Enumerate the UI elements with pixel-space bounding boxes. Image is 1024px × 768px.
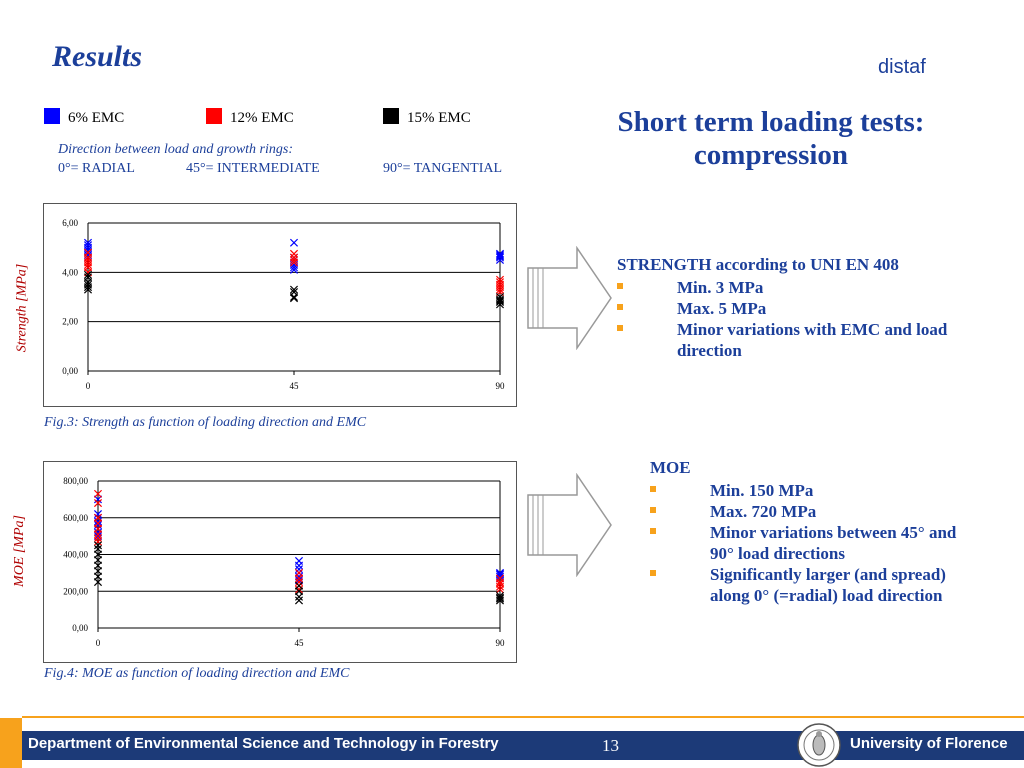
direction-radial: 0°= RADIAL [58, 161, 135, 176]
y-tick-label: 400,00 [63, 549, 88, 560]
footer-department: Department of Environmental Science and Technology in Forestry [28, 735, 499, 752]
y-tick-label: 0,00 [62, 366, 78, 376]
strength-chart-frame [43, 203, 517, 407]
fig3-caption: Fig.3: Strength as function of loading direction and EMC [44, 415, 367, 430]
data-point [290, 239, 297, 246]
list-item-text: Max. 720 MPa [710, 502, 817, 521]
y-tick-label: 0,00 [72, 623, 88, 633]
direction-title: Direction between load and growth rings: [58, 142, 293, 157]
y-tick-label: 800,00 [63, 476, 88, 486]
data-point [290, 295, 297, 302]
x-tick-label: 0 [95, 638, 101, 648]
bullet-icon [650, 570, 656, 576]
strength-axis-label: Strength [MPa] [14, 263, 30, 353]
legend-label: 12% EMC [230, 110, 294, 126]
legend-label: 15% EMC [407, 110, 471, 126]
legend-label: 6% EMC [68, 110, 125, 126]
list-item-text: Min. 150 MPa [710, 481, 814, 500]
x-tick-label: 90 [495, 638, 505, 648]
bullet-icon [617, 283, 623, 289]
legend-item-6-emc [44, 108, 124, 127]
legend-swatch-red [206, 108, 222, 124]
list-item [617, 277, 987, 298]
list-item [650, 480, 980, 501]
legend-swatch-black [383, 108, 399, 124]
list-item-text: Min. 3 MPa [677, 278, 764, 297]
brand-label: distaf [878, 56, 926, 78]
arrow-right-icon [525, 246, 615, 350]
x-tick-label: 45 [289, 381, 299, 391]
strength-notes [617, 254, 987, 361]
y-tick-label: 2,00 [62, 316, 78, 327]
y-tick-label: 4,00 [62, 267, 78, 278]
moe-chart [44, 462, 516, 662]
data-point [290, 293, 297, 300]
strength-chart [44, 204, 516, 406]
list-item-text: Minor variations between 45° and 90° load directions [710, 523, 957, 563]
legend-swatch-blue [44, 108, 60, 124]
list-item-text: Max. 5 MPa [677, 299, 767, 318]
list-item [650, 564, 960, 606]
moe-notes-heading: MOE [650, 458, 691, 477]
footer-university: University of Florence [850, 735, 1008, 752]
bullet-icon [617, 325, 623, 331]
moe-axis-label: MOE [MPa] [11, 515, 27, 587]
y-tick-label: 200,00 [63, 586, 88, 597]
list-item [617, 319, 977, 361]
data-point [295, 566, 302, 573]
direction-intermediate: 45°= INTERMEDIATE [186, 161, 320, 176]
list-item-text: Minor variations with EMC and load direction [677, 320, 948, 360]
strength-notes-heading: STRENGTH according to UNI EN 408 [617, 255, 899, 274]
data-point [295, 597, 302, 604]
slide-title: Results [52, 40, 143, 73]
direction-tangential: 90°= TANGENTIAL [383, 161, 503, 176]
list-item [650, 522, 970, 564]
list-item [617, 298, 987, 319]
bullet-icon [650, 528, 656, 534]
arrow-right-icon [525, 473, 615, 577]
footer-accent [0, 718, 22, 768]
moe-chart-frame [43, 461, 517, 663]
x-tick-label: 0 [85, 381, 91, 391]
x-tick-label: 45 [294, 638, 304, 648]
data-point [295, 593, 302, 600]
y-tick-label: 6,00 [62, 218, 78, 228]
x-tick-label: 90 [495, 381, 505, 391]
y-tick-label: 600,00 [63, 512, 88, 523]
section-heading: Short term loading tests: compression [617, 106, 925, 171]
fig4-caption: Fig.4: MOE as function of loading direction and EMC [44, 666, 350, 681]
list-item-text: Significantly larger (and spread) along 0° (=radial) load direction [710, 565, 946, 605]
bullet-icon [617, 304, 623, 310]
moe-notes [650, 457, 980, 606]
legend-item-15-emc [383, 108, 471, 127]
list-item [650, 501, 980, 522]
page-number: 13 [602, 736, 619, 755]
university-seal-icon [795, 722, 843, 768]
legend-item-12-emc [206, 108, 294, 127]
bullet-icon [650, 507, 656, 513]
footer-divider [22, 716, 1024, 718]
data-point [295, 562, 302, 569]
bullet-icon [650, 486, 656, 492]
data-point [290, 250, 297, 257]
